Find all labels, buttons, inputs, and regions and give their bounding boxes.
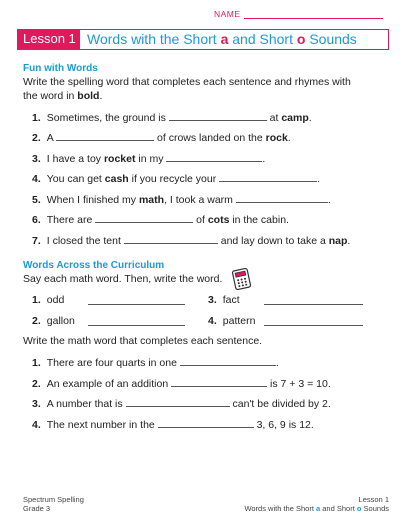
instruction-text: Write the spelling word that completes each sentence and rhymes with (23, 76, 351, 88)
item-text: . (308, 112, 312, 124)
item-text: of (193, 214, 208, 226)
list-item (32, 418, 314, 431)
item-number: 2. (32, 132, 41, 144)
item-text: . (287, 132, 291, 144)
item-text: Sometimes, the ground is (46, 112, 169, 124)
name-field[interactable] (244, 18, 383, 19)
item-text: When I finished my (46, 194, 139, 206)
item-number: 6. (32, 214, 41, 226)
title-vowel: o (296, 31, 306, 47)
list-item (32, 397, 331, 410)
rhyme-word: rock (265, 132, 288, 144)
footer-vowel: a (316, 504, 321, 513)
answer-blank[interactable] (219, 172, 317, 182)
math-word-item (32, 294, 64, 306)
math-word-item (208, 315, 255, 327)
math-word-item (208, 294, 240, 306)
footer-vowel: o (356, 504, 362, 513)
footer-lesson: Lesson 1 (358, 495, 389, 504)
lesson-tag: Lesson 1 (18, 30, 80, 49)
footer-grade: Grade 3 (23, 504, 51, 513)
answer-blank[interactable] (169, 111, 267, 121)
answer-blank[interactable] (171, 377, 267, 387)
rhyme-word: cots (207, 214, 230, 226)
item-text: . (262, 153, 266, 165)
math-word: gallon (46, 315, 75, 327)
answer-blank[interactable] (126, 397, 230, 407)
item-text: and lay down to take a (217, 235, 329, 247)
item-number: 1. (32, 357, 41, 369)
section-heading-words-across-curriculum: Words Across the Curriculum (23, 260, 165, 271)
item-text: can't be divided by 2. (229, 398, 331, 410)
math-word-item (32, 315, 75, 327)
section1-instruction (23, 75, 373, 103)
list-item (32, 111, 312, 124)
item-number: 5. (32, 194, 41, 206)
item-number: 2. (32, 378, 41, 390)
item-number: 1. (32, 112, 41, 124)
list-item (32, 152, 265, 165)
answer-blank[interactable] (88, 304, 185, 305)
section2-instruction: Say each math word. Then, write the word. (23, 273, 223, 285)
answer-blank[interactable] (95, 213, 193, 223)
lesson-title (87, 30, 357, 48)
title-part: and Short (228, 31, 297, 47)
rhyme-word: nap (328, 235, 348, 247)
footer-text: Words with the Short (244, 504, 316, 513)
list-item (32, 356, 279, 369)
item-text: I have a toy (46, 153, 104, 165)
title-vowel: a (220, 31, 229, 47)
answer-blank[interactable] (124, 234, 218, 244)
footer-text: Sounds (361, 504, 389, 513)
item-text: You can get (46, 173, 105, 185)
section-heading-fun-with-words: Fun with Words (23, 63, 98, 74)
item-text: . (275, 357, 279, 369)
list-item (32, 172, 320, 185)
item-number: 3. (208, 294, 217, 306)
rhyme-word: math (138, 194, 165, 206)
answer-blank[interactable] (264, 304, 363, 305)
title-part: Sounds (305, 31, 357, 47)
math-word: pattern (222, 315, 256, 327)
list-item (32, 213, 289, 226)
item-text: 3, 6, 9 is 12. (253, 419, 314, 431)
list-item (32, 377, 331, 390)
footer-lesson-title (244, 504, 389, 513)
answer-blank[interactable] (264, 325, 363, 326)
math-word: odd (46, 294, 65, 306)
item-number: 4. (32, 419, 41, 431)
item-text: if you recycle your (128, 173, 220, 185)
item-text: is 7 + 3 = 10. (267, 378, 331, 390)
item-text: A number that is (46, 398, 126, 410)
answer-blank[interactable] (88, 325, 185, 326)
section2-instruction-2: Write the math word that completes each sentence. (23, 335, 263, 347)
item-text: An example of an addition (46, 378, 172, 390)
list-item (32, 131, 291, 144)
item-text: , I took a warm (164, 194, 236, 206)
item-text: . (327, 194, 331, 206)
title-part: Words with the Short (87, 31, 221, 47)
item-text: . (317, 173, 321, 185)
item-text: in the cabin. (229, 214, 289, 226)
item-text: The next number in the (46, 419, 158, 431)
name-label: NAME (214, 9, 241, 19)
instruction-text: the word in (23, 90, 78, 102)
answer-blank[interactable] (236, 193, 328, 203)
item-number: 7. (32, 235, 41, 247)
item-number: 2. (32, 315, 41, 327)
item-number: 3. (32, 153, 41, 165)
footer-book-title: Spectrum Spelling (23, 495, 84, 504)
item-text: A (46, 132, 57, 144)
item-text: There are (46, 214, 96, 226)
item-text: of crows landed on the (154, 132, 266, 144)
answer-blank[interactable] (158, 418, 254, 428)
answer-blank[interactable] (180, 356, 276, 366)
answer-blank[interactable] (166, 152, 262, 162)
item-text: I closed the tent (46, 235, 124, 247)
item-text: at (266, 112, 282, 124)
calculator-icon (232, 268, 251, 290)
list-item (32, 193, 331, 206)
item-number: 4. (208, 315, 217, 327)
rhyme-word: rocket (103, 153, 136, 165)
item-number: 1. (32, 294, 41, 306)
item-text: There are four quarts in one (46, 357, 180, 369)
lesson-banner (17, 29, 389, 50)
rhyme-word: camp (281, 112, 309, 124)
footer-text: and Short (320, 504, 357, 513)
list-item (32, 234, 350, 247)
answer-blank[interactable] (56, 131, 154, 141)
instruction-text: . (99, 90, 103, 102)
footer-left (23, 495, 84, 513)
item-text: in my (135, 153, 167, 165)
item-text: . (347, 235, 351, 247)
item-number: 3. (32, 398, 41, 410)
item-number: 4. (32, 173, 41, 185)
rhyme-word: cash (104, 173, 129, 185)
footer-right (244, 495, 389, 513)
instruction-bold: bold (77, 90, 100, 102)
math-word: fact (222, 294, 240, 306)
